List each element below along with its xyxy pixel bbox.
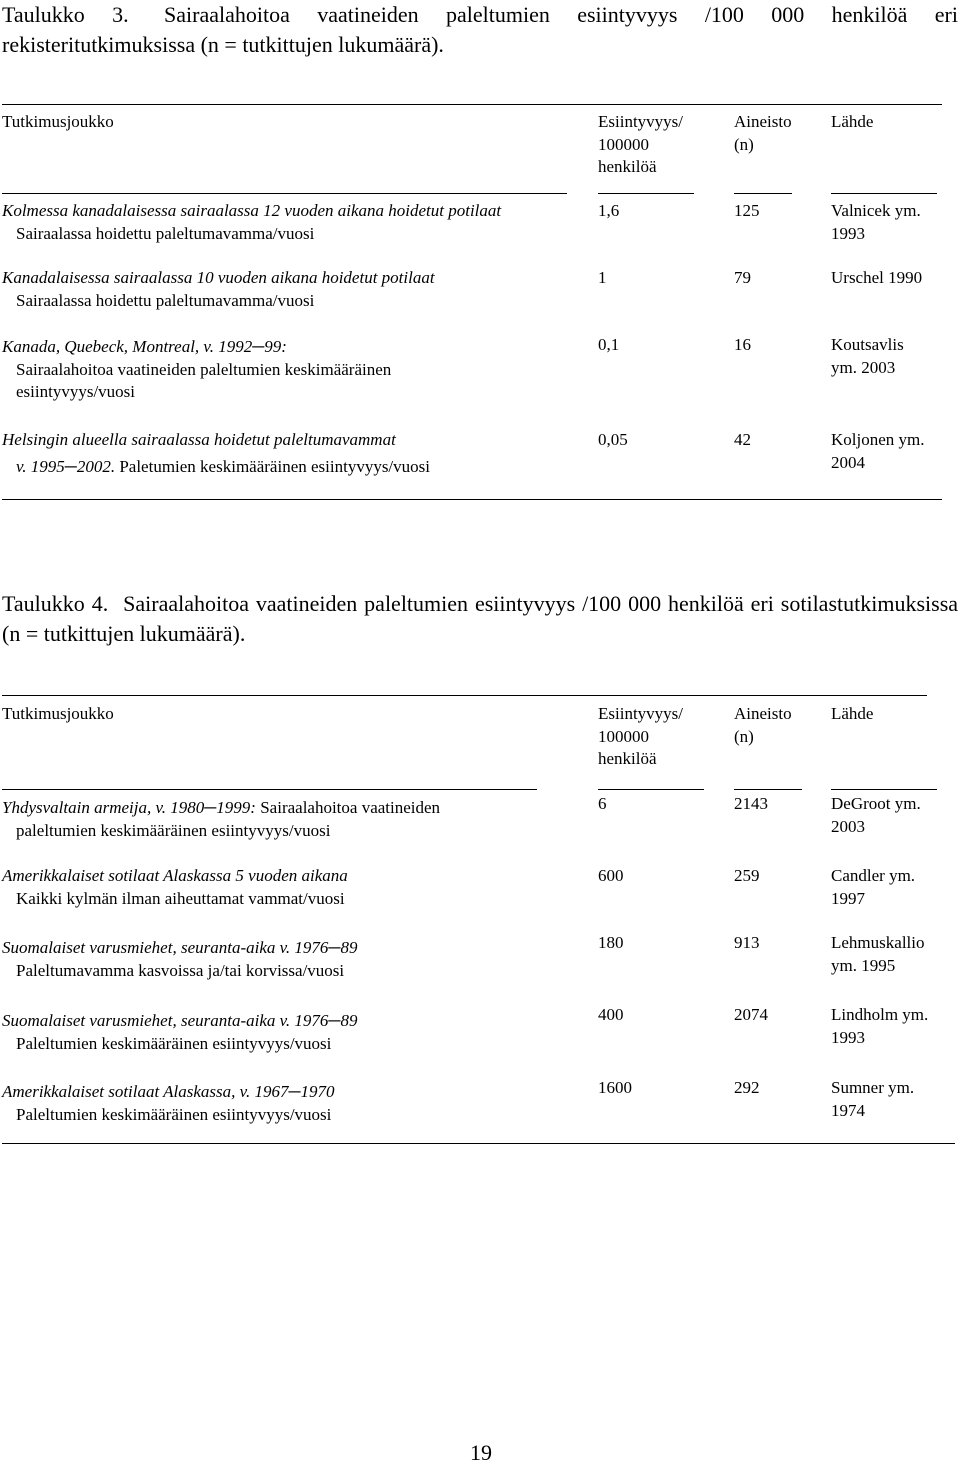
table3-row1-n: 125 (734, 201, 760, 220)
table4-header-freq-2: 100000 (598, 726, 649, 746)
table4-row5-group (2, 1081, 335, 1126)
table4-row4-group-1: Suomalaiset varusmiehet, seuranta-aika v. 1976─89 (2, 1011, 358, 1030)
table4-row1-source-1: DeGroot ym. (831, 794, 921, 813)
table3-row4-n: 42 (734, 430, 751, 449)
table3-header-freq (598, 111, 683, 179)
table4-row5-source-1: Sumner ym. (831, 1078, 915, 1097)
table3-caption (2, 0, 958, 60)
table3-row3-n: 16 (734, 335, 751, 354)
page-number: 19 (470, 1440, 492, 1465)
table4-top-rule (2, 695, 927, 696)
table3-row4-group (2, 429, 430, 482)
table3-row1-source-2: 1993 (831, 223, 865, 243)
table4-row2-source (831, 865, 943, 910)
table4-row4-source-1: Lindholm ym. (831, 1005, 929, 1024)
table3-row1-group-2: Sairaalassa hoidettu paleltumavamma/vuosi (16, 223, 315, 243)
table3-row4-freq: 0,05 (598, 430, 628, 449)
table3-row1-group-1: Kolmessa kanadalaisessa sairaalassa 12 vuoden aikana hoidetut potilaat (2, 201, 502, 220)
table3-row4-source (831, 429, 943, 474)
table4-row3-source-1: Lehmuskallio (831, 933, 925, 952)
table4-row4-source-2: 1993 (831, 1027, 865, 1047)
table3-caption-number: Taulukko 3. (2, 2, 129, 27)
table4-row5-source-2: 1974 (831, 1100, 865, 1120)
table4-row4-source (831, 1004, 943, 1049)
table4-row1-group-2: paleltumien keskimääräinen esiintyvyys/vuosi (16, 820, 331, 840)
table3-row3-source (831, 334, 904, 379)
table3-row2-group (2, 267, 435, 312)
table3-header-source: Lähde (831, 112, 874, 131)
table4-row5-freq: 1600 (598, 1078, 632, 1097)
table4-bottom-rule (2, 1143, 955, 1144)
table3-row4-group-1: Helsingin alueella sairaalassa hoidetut paleltumavammat (2, 430, 396, 449)
table4-row2-group-2: Kaikki kylmän ilman aiheuttamat vammat/vuosi (16, 888, 345, 908)
table3-row1-freq: 1,6 (598, 201, 620, 220)
table4-row1-group-1-rest: Sairaalahoitoa vaatineiden (255, 798, 441, 817)
table4-row1-group-1 (2, 797, 440, 820)
table4-header-rule-group (2, 789, 537, 790)
table4-caption-text: Sairaalahoitoa vaatineiden paleltumien esiintyvyys /100 000 henkilöä eri sotilastutkimuksissa (n = tutkittujen lukumäärä). (2, 591, 959, 646)
table4-row3-source-2: ym. 1995 (831, 955, 896, 975)
table4-header-rule-freq (598, 789, 704, 790)
table3-row1-group (2, 200, 501, 245)
table3-bottom-rule (2, 499, 942, 500)
table4-row1-source (831, 793, 943, 838)
table3-header-n-2: (n) (734, 134, 754, 154)
table4-caption (2, 589, 958, 649)
table4-row3-freq: 180 (598, 933, 624, 952)
table4-row2-n: 259 (734, 866, 760, 885)
table3-row3-group-1: Kanada, Quebeck, Montreal, v. 1992─99: (2, 337, 287, 356)
table3-row1-source-1: Valnicek ym. (831, 201, 921, 220)
table4-row1-group-1-italic: Yhdysvaltain armeija, v. 1980─1999: (2, 798, 256, 817)
table3-row3-group-2: Sairaalahoitoa vaatineiden paleltumien keskimääräinen (16, 359, 392, 379)
table4-caption-number: Taulukko 4. (2, 591, 109, 616)
table4-header-freq-1: Esiintyvyys/ (598, 704, 684, 723)
table4-row4-n: 2074 (734, 1005, 768, 1024)
table3-row3-source-2: ym. 2003 (831, 357, 896, 377)
table3-header-rule-group (2, 193, 567, 194)
table4-row3-group-2: Paleltumavamma kasvoissa ja/tai korvissa/vuosi (16, 960, 345, 980)
table4-row2-freq: 600 (598, 866, 624, 885)
table3-row2-n: 79 (734, 268, 751, 287)
table3-row3-group (2, 336, 391, 404)
table4-row3-source (831, 932, 924, 977)
table4-header-n-2: (n) (734, 726, 754, 746)
table3-header-n-1: Aineisto (734, 112, 792, 131)
table4-row1-freq: 6 (598, 794, 607, 813)
table4-row2-group (2, 865, 348, 910)
table4-header-freq (598, 703, 683, 771)
table3-row4-group-2 (2, 452, 430, 482)
table3-row4-group-2-rest: Paletumien keskimääräinen esiintyvyys/vuosi (115, 456, 430, 476)
table3-row4-group-2-italic: v. 1995─2002. (16, 456, 116, 476)
table3-header-rule-n (734, 193, 792, 194)
table4-row5-n: 292 (734, 1078, 760, 1097)
table3-header-n (734, 111, 792, 156)
table4-row3-group (2, 937, 357, 982)
table4-header-group: Tutkimusjoukko (2, 704, 114, 723)
table3-top-rule (2, 104, 942, 105)
table4-row4-freq: 400 (598, 1005, 624, 1024)
table3-row2-freq: 1 (598, 268, 607, 287)
table4-row2-group-1: Amerikkalaiset sotilaat Alaskassa 5 vuoden aikana (2, 866, 348, 885)
table4-row2-source-2: 1997 (831, 888, 865, 908)
table4-row5-source (831, 1077, 943, 1122)
table4-row4-group (2, 1010, 357, 1055)
table4-header-n (734, 703, 792, 748)
table3-row4-source-1: Koljonen ym. (831, 430, 925, 449)
table3-row3-freq: 0,1 (598, 335, 620, 354)
table3-header-group: Tutkimusjoukko (2, 112, 114, 131)
table3-row1-source (831, 200, 943, 245)
table4-row2-source-1: Candler ym. (831, 866, 916, 885)
table4-header-n-1: Aineisto (734, 704, 792, 723)
table3-row2-source: Urschel 1990 (831, 268, 923, 287)
table3-row3-group-3: esiintyvyys/vuosi (16, 382, 136, 401)
table4-row5-group-1: Amerikkalaiset sotilaat Alaskassa, v. 1967─1970 (2, 1082, 335, 1101)
table4-header-rule-n (734, 789, 802, 790)
table3-row2-group-1: Kanadalaisessa sairaalassa 10 vuoden aikana hoidetut potilaat (2, 268, 435, 287)
table3-header-freq-3: henkilöä (598, 157, 657, 176)
table4-header-rule-source (831, 789, 937, 790)
table4-header-freq-3: henkilöä (598, 749, 657, 768)
table3-row4-source-2: 2004 (831, 452, 865, 472)
table4-row4-group-2: Paleltumien keskimääräinen esiintyvyys/vuosi (16, 1033, 332, 1053)
table4-row1-n: 2143 (734, 794, 768, 813)
table3-caption-text: Sairaalahoitoa vaatineiden paleltumien esiintyvyys /100 000 henkilöä eri rekisteritutkimuksissa (n = tutkittujen lukumäärä). (2, 2, 958, 57)
table3-header-rule-freq (598, 193, 694, 194)
table3-row3-source-1: Koutsavlis (831, 335, 904, 354)
table3-row2-group-2: Sairaalassa hoidettu paleltumavamma/vuosi (16, 290, 315, 310)
table3-header-freq-1: Esiintyvyys/ (598, 112, 684, 131)
table3-header-freq-2: 100000 (598, 134, 649, 154)
table4-header-source: Lähde (831, 704, 874, 723)
table4-row3-group-1: Suomalaiset varusmiehet, seuranta-aika v. 1976─89 (2, 938, 358, 957)
table3-header-rule-source (831, 193, 937, 194)
table4-row1-group (2, 797, 440, 842)
table4-row1-source-2: 2003 (831, 816, 865, 836)
table4-row5-group-2: Paleltumien keskimääräinen esiintyvyys/vuosi (16, 1104, 332, 1124)
table4-row3-n: 913 (734, 933, 760, 952)
